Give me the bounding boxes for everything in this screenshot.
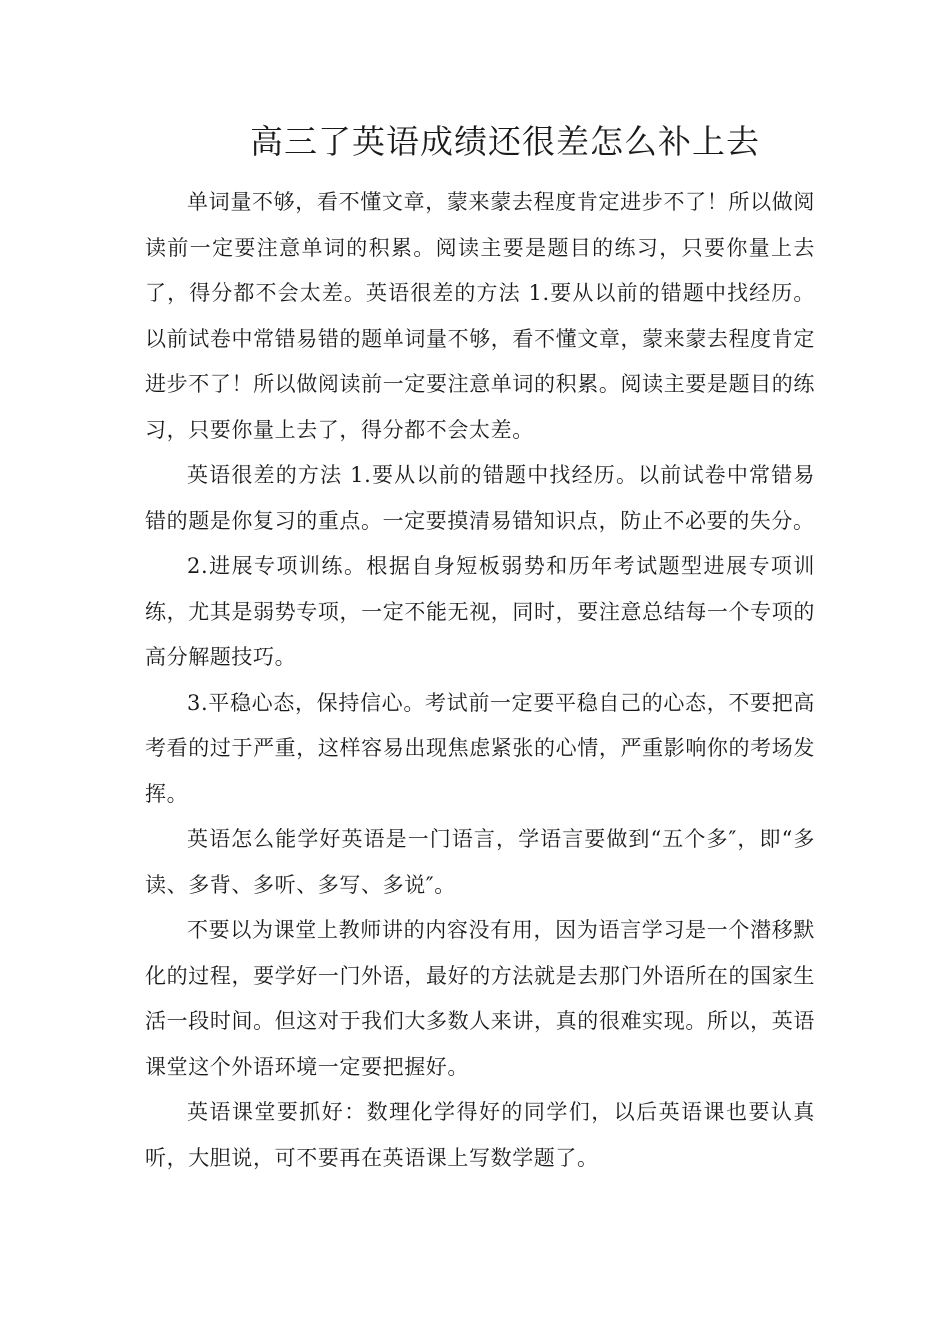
document-title: 高三了英语成绩还很差怎么补上去 xyxy=(250,122,760,161)
paragraph-4: 3.平稳心态，保持信心。考试前一定要平稳自己的心态，不要把高考看的过于严重，这样容易出现焦虑紧张的心情，严重影响你的考场发挥。 xyxy=(145,690,815,806)
paragraph-3: 2.进展专项训练。根据自身短板弱势和历年考试题型进展专项训练，尤其是弱势专项，一定不能无视，同时，要注意总结每一个专项的高分解题技巧。 xyxy=(145,554,815,669)
document-body xyxy=(145,180,815,1181)
paragraph-1: 单词量不够，看不懂文章，蒙来蒙去程度肯定进步不了！所以做阅读前一定要注意单词的积累。阅读主要是题目的练习，只要你量上去了，得分都不会太差。英语很差的方法 1.要从以前的错题中找经历。以前试卷中常错易错的题单词量不够，看不懂文章，蒙来蒙去程度肯定进步不了！所以做阅读前一定要注意单词的积累。阅读主要是题目的练习，只要你量上去了，得分都不会太差。 xyxy=(145,190,815,442)
paragraph-5: 英语怎么能学好英语是一门语言，学语言要做到“五个多″，即“多读、多背、多听、多写、多说″。 xyxy=(145,827,815,897)
paragraph-2: 英语很差的方法 1.要从以前的错题中找经历。以前试卷中常错易错的题是你复习的重点。一定要摸清易错知识点，防止不必要的失分。 xyxy=(145,463,815,533)
paragraph-6: 不要以为课堂上教师讲的内容没有用，因为语言学习是一个潜移默化的过程，要学好一门外语，最好的方法就是去那门外语所在的国家生活一段时间。但这对于我们大多数人来讲，真的很难实现。所以，英语课堂这个外语环境一定要把握好。 xyxy=(145,918,815,1079)
paragraph-7: 英语课堂要抓好：数理化学得好的同学们，以后英语课也要认真听，大胆说，可不要再在英语课上写数学题了。 xyxy=(145,1100,815,1170)
